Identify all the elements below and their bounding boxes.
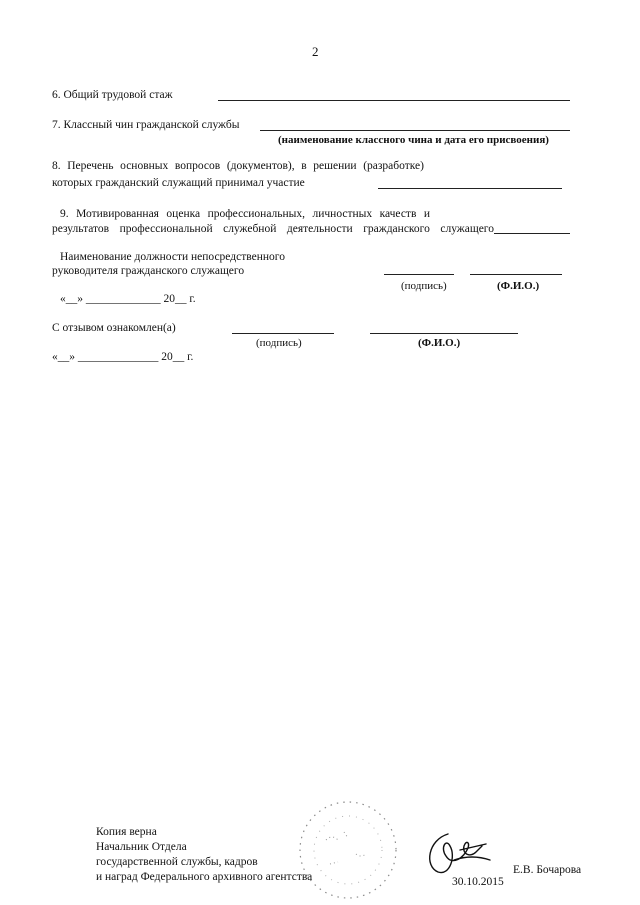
acknowledged-name-line[interactable] [370, 333, 518, 334]
acknowledged-signature-caption: (подпись) [256, 337, 302, 349]
supervisor-name-line[interactable] [470, 274, 562, 275]
handwritten-signature [420, 826, 500, 882]
item8-input-line[interactable] [378, 188, 562, 189]
item7-caption: (наименование классного чина и дата его присвоения) [278, 134, 549, 146]
supervisor-position-line1: Наименование должности непосредственного [60, 251, 285, 263]
supervisor-signature-line[interactable] [384, 274, 454, 275]
cert-position: Начальник Отдела [96, 841, 187, 853]
supervisor-name-caption: (Ф.И.О.) [497, 280, 540, 292]
acknowledged-date[interactable]: «__» ______________ 20__ г. [52, 351, 194, 363]
item6-input-line[interactable] [218, 100, 570, 101]
cert-copy-true: Копия верна [96, 826, 157, 838]
item7-input-line[interactable] [260, 130, 570, 131]
item9-line2: результатов профессиональной служебной деятельности гражданского служащего [52, 223, 494, 235]
item8-line1: 8. Перечень основных вопросов (документов), в решении (разработке) [52, 160, 424, 172]
item6-label: 6. Общий трудовой стаж [52, 89, 173, 101]
cert-agency: и наград Федерального архивного агентства [96, 871, 313, 883]
item9-input-line[interactable] [494, 233, 570, 234]
acknowledged-signature-line[interactable] [232, 333, 334, 334]
item7-label: 7. Классный чин гражданской службы [52, 119, 240, 131]
item9-line1: 9. Мотивированная оценка профессиональных, личностных качеств и [60, 208, 430, 220]
supervisor-position-line2: руководителя гражданского служащего [52, 265, 245, 277]
supervisor-signature-caption: (подпись) [401, 280, 447, 292]
acknowledged-label: С отзывом ознакомлен(а) [52, 322, 176, 334]
cert-date: 30.10.2015 [452, 876, 504, 888]
stamp-seal [286, 792, 416, 902]
acknowledged-name-caption: (Ф.И.О.) [418, 337, 461, 349]
page-number: 2 [312, 44, 319, 59]
cert-signer-name: Е.В. Бочарова [513, 864, 582, 876]
supervisor-date[interactable]: «__» _____________ 20__ г. [60, 293, 196, 305]
cert-department: государственной службы, кадров [96, 856, 258, 868]
item8-line2: которых гражданский служащий принимал участие [52, 177, 305, 189]
